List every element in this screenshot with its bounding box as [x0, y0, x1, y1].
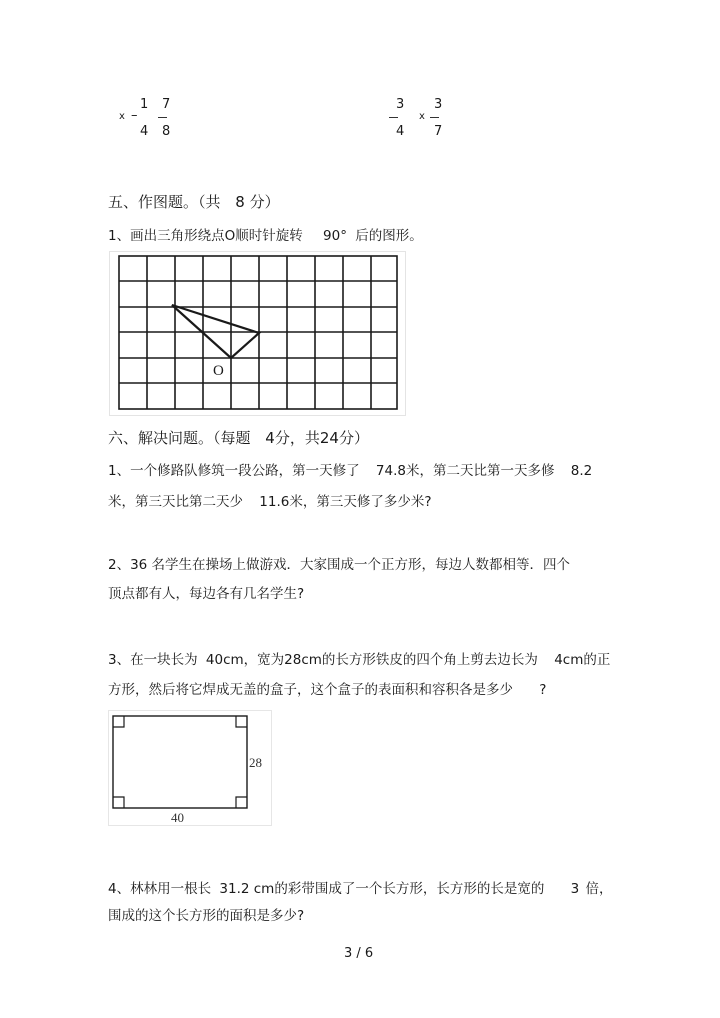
question-6-2-line-2: 顶点都有人，每边各有几名学生? [108, 586, 305, 602]
question-5-1: 1、画出三角形绕点O顺时针旋转 90° 后的图形。 [108, 228, 423, 244]
question-6-2-line-1: 2、36 名学生在操场上做游戏．大家围成一个正方形，每边人数都相等．四个 [108, 557, 571, 573]
numerator: 1 [140, 97, 149, 112]
numerator: 7 [162, 97, 171, 112]
rotation-grid-figure [109, 251, 406, 416]
times-sign: x [419, 111, 425, 122]
question-6-1-line-2: 米，第三天比第二天少 11.6米，第三天修了多少米? [108, 494, 432, 510]
width-label: 40 [171, 810, 184, 825]
page-number: 3 / 6 [344, 946, 374, 961]
question-6-3-line-1: 3、在一块长为 40cm，宽为28cm的长方形铁皮的四个角上剪去边长为 4cm的正 [108, 652, 611, 668]
denominator: 4 [396, 124, 405, 139]
fraction-bar [389, 117, 398, 118]
times-sign: x [119, 111, 125, 122]
section-5-title: 五、作图题。（共 8 分） [108, 193, 280, 211]
height-label: 28 [249, 755, 262, 770]
question-6-4-line-2: 围成的这个长方形的面积是多少? [108, 908, 305, 924]
fraction-bar [158, 117, 167, 118]
fraction-bar [430, 117, 439, 118]
metal-sheet-figure [108, 710, 272, 826]
denominator: 8 [162, 124, 171, 139]
question-6-4-line-1: 4、林林用一根长 31.2 cm的彩带围成了一个长方形，长方形的长是宽的 3 倍， [108, 881, 613, 897]
numerator: 3 [434, 97, 443, 112]
point-o-label: O [213, 363, 224, 379]
denominator: 7 [434, 124, 443, 139]
question-6-3-line-2: 方形，然后将它焊成无盖的盒子，这个盒子的表面积和容积各是多少 ? [108, 682, 547, 698]
numerator: 3 [396, 97, 405, 112]
question-6-1-line-1: 1、一个修路队修筑一段公路，第一天修了 74.8米，第二天比第一天多修 8.2 [108, 463, 593, 479]
denominator: 4 [140, 124, 149, 139]
minus-sign: – [131, 108, 138, 123]
section-6-title: 六、解决问题。（每题 4分，共24分） [108, 429, 369, 447]
